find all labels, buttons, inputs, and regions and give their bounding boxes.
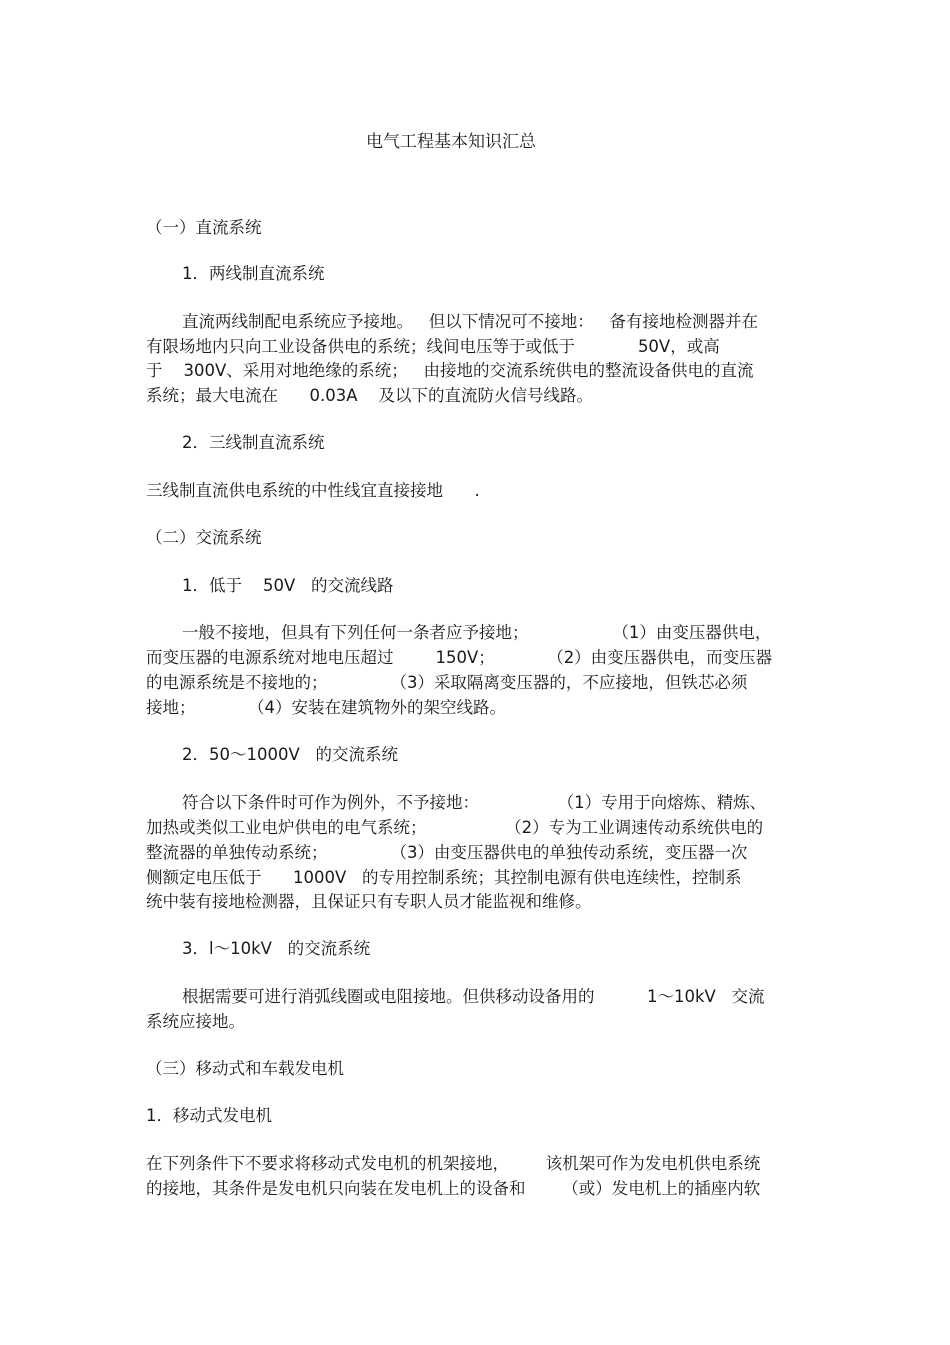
- section-heading-dc: （一）直流系统: [146, 218, 262, 237]
- section-heading-generators: （三）移动式和车载发电机: [146, 1059, 344, 1078]
- subsection-heading-1-10kv: 3．l～10kV 的交流系统: [182, 939, 371, 958]
- paragraph-line: 于 300V、采用对地绝缘的系统； 由接地的交流系统供电的整流设备供电的直流: [146, 361, 754, 380]
- subsection-heading-two-wire-dc: 1．两线制直流系统: [182, 264, 325, 283]
- paragraph-line: 三线制直流供电系统的中性线宜直接接地 .: [146, 481, 480, 500]
- subsection-heading-portable-generator: 1．移动式发电机: [146, 1106, 272, 1125]
- paragraph-line: 有限场地内只向工业设备供电的系统；线间电压等于或低于 50V，或高: [146, 337, 720, 356]
- paragraph-line: 侧额定电压低于 1000V 的专用控制系统；其控制电源有供电连续性，控制系: [146, 868, 742, 887]
- subsection-heading-below-50v: 1．低于 50V 的交流线路: [182, 576, 394, 595]
- paragraph-line: 直流两线制配电系统应予接地。 但以下情况可不接地： 备有接地检测器并在: [182, 312, 758, 331]
- paragraph-line: 接地； （4）安装在建筑物外的架空线路。: [146, 698, 506, 717]
- paragraph-line: 在下列条件下不要求将移动式发电机的机架接地， 该机架可作为发电机供电系统: [146, 1154, 761, 1173]
- document-title: 电气工程基本知识汇总: [366, 132, 536, 152]
- paragraph-line: 一般不接地，但具有下列任何一条者应予接地； （1）由变压器供电，: [182, 623, 772, 642]
- paragraph-line: 系统；最大电流在 0.03A 及以下的直流防火信号线路。: [146, 386, 593, 405]
- paragraph-line: 根据需要可进行消弧线圈或电阻接地。但供移动设备用的 1～10kV 交流: [182, 987, 765, 1006]
- section-heading-ac: （二）交流系统: [146, 528, 262, 547]
- subsection-heading-50-1000v: 2．50～1000V 的交流系统: [182, 745, 399, 764]
- paragraph-line: 加热或类似工业电炉供电的电气系统； （2）专为工业调速传动系统供电的: [146, 818, 764, 837]
- paragraph-line: 整流器的单独传动系统； （3）由变压器供电的单独传动系统，变压器一次: [146, 843, 748, 862]
- paragraph-line: 而变压器的电源系统对地电压超过 150V； （2）由变压器供电，而变压器: [146, 648, 773, 667]
- paragraph-line: 统中装有接地检测器，且保证只有专职人员才能监视和维修。: [146, 892, 592, 911]
- paragraph-line: 符合以下条件时可作为例外，不予接地： （1）专用于向熔炼、精炼、: [182, 793, 767, 812]
- paragraph-line: 的电源系统是不接地的； （3）采取隔离变压器的，不应接地，但铁芯必须: [146, 673, 748, 692]
- paragraph-line: 系统应接地。: [146, 1012, 245, 1031]
- subsection-heading-three-wire-dc: 2．三线制直流系统: [182, 433, 325, 452]
- paragraph-line: 的接地，其条件是发电机只向装在发电机上的设备和 （或）发电机上的插座内软: [146, 1179, 761, 1198]
